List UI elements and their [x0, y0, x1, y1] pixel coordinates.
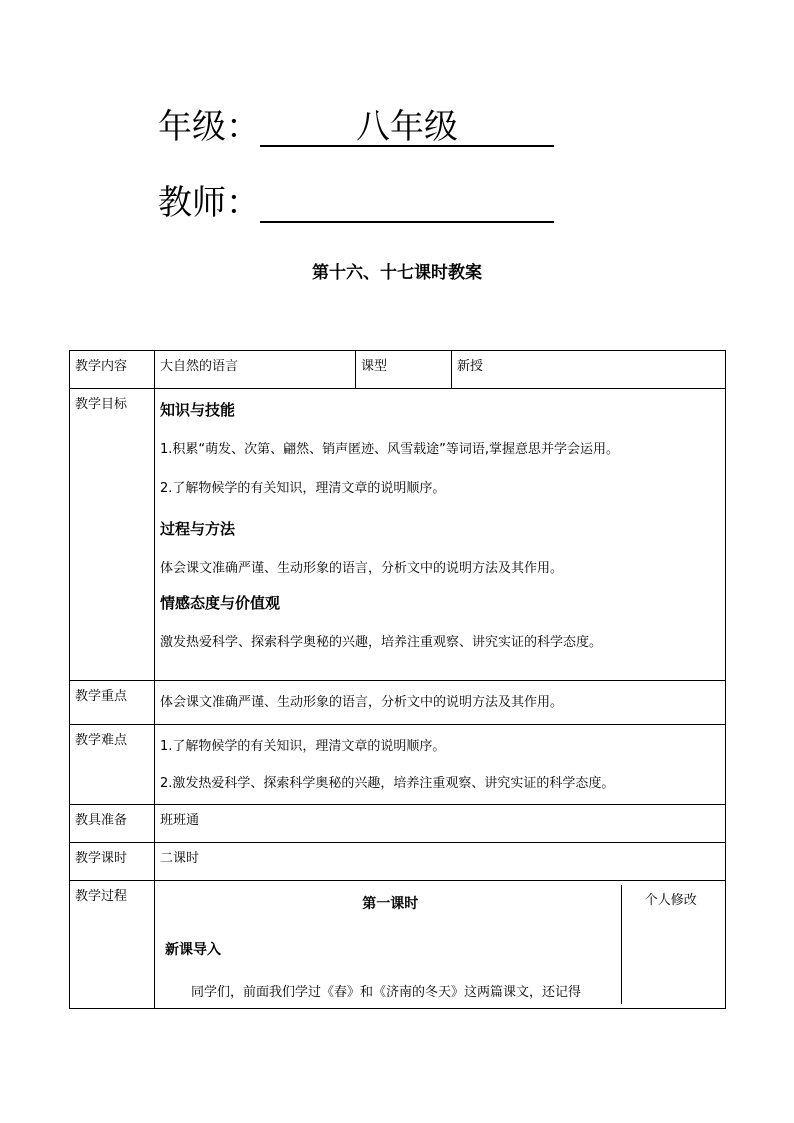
row-difficulties	[70, 725, 726, 805]
goal-content	[155, 389, 726, 681]
goal-knowledge-2: 2.了解物候学的有关知识，理清文章的说明顺序。	[160, 481, 446, 496]
teacher-line	[158, 183, 260, 223]
content-value: 大自然的语言	[155, 351, 356, 389]
intro-text: 同学们，前面我们学过《春》和《济南的冬天》这两篇课文，还记得	[191, 985, 582, 1000]
lesson-plan-table	[69, 350, 726, 1009]
diff-item-1: 1.了解物候学的有关知识，理清文章的说明顺序。	[160, 739, 446, 754]
lesson-title: 第一课时	[362, 896, 419, 912]
process-main	[160, 885, 621, 1004]
row-key-points	[70, 681, 726, 725]
process-inner-table	[160, 885, 720, 1004]
hours-value: 二课时	[155, 843, 726, 881]
goal-process-1: 体会课文准确严谨、生动形象的语言，分析文中的说明方法及其作用。	[160, 561, 564, 576]
diff-item-2: 2.激发热爱科学、探索科学奥秘的兴趣，培养注重观察、讲究实证的科学态度。	[160, 776, 615, 791]
type-label: 课型	[356, 351, 452, 389]
goal-emotion-1: 激发热爱科学、探索科学奥秘的兴趣，培养注重观察、讲究实证的科学态度。	[160, 635, 603, 650]
row-goals	[70, 389, 726, 681]
row-process	[70, 881, 726, 1009]
teacher-value	[260, 183, 554, 223]
intro-heading: 新课导入	[165, 942, 221, 958]
row-hours	[70, 843, 726, 881]
row-tools	[70, 805, 726, 843]
grade-label: 年级：	[158, 107, 260, 147]
grade-value: 八年级	[260, 107, 554, 147]
type-value: 新授	[452, 351, 726, 389]
grade-line	[158, 107, 458, 147]
content-label: 教学内容	[70, 351, 155, 389]
goal-knowledge-1: 1.积累“萌发、次第、翩然、销声匿迹、风雪载途”等词语,掌握意思并学会运用。	[160, 442, 620, 457]
tools-value: 班班通	[155, 805, 726, 843]
goal-section-emotion: 情感态度与价值观	[160, 594, 281, 612]
goal-label: 教学目标	[70, 389, 155, 681]
diff-content	[155, 725, 726, 805]
process-content	[155, 881, 726, 1009]
tools-label: 教具准备	[70, 805, 155, 843]
goal-section-process: 过程与方法	[160, 520, 236, 538]
page-title: 第十六、十七课时教案	[312, 263, 482, 283]
goal-section-knowledge: 知识与技能	[160, 401, 236, 419]
teacher-label: 教师：	[158, 183, 260, 223]
key-label: 教学重点	[70, 681, 155, 725]
process-label: 教学过程	[70, 881, 155, 1009]
row-content	[70, 351, 726, 389]
personal-revision: 个人修改	[644, 893, 697, 908]
diff-label: 教学难点	[70, 725, 155, 805]
hours-label: 教学课时	[70, 843, 155, 881]
key-value: 体会课文准确严谨、生动形象的语言，分析文中的说明方法及其作用。	[155, 681, 726, 725]
